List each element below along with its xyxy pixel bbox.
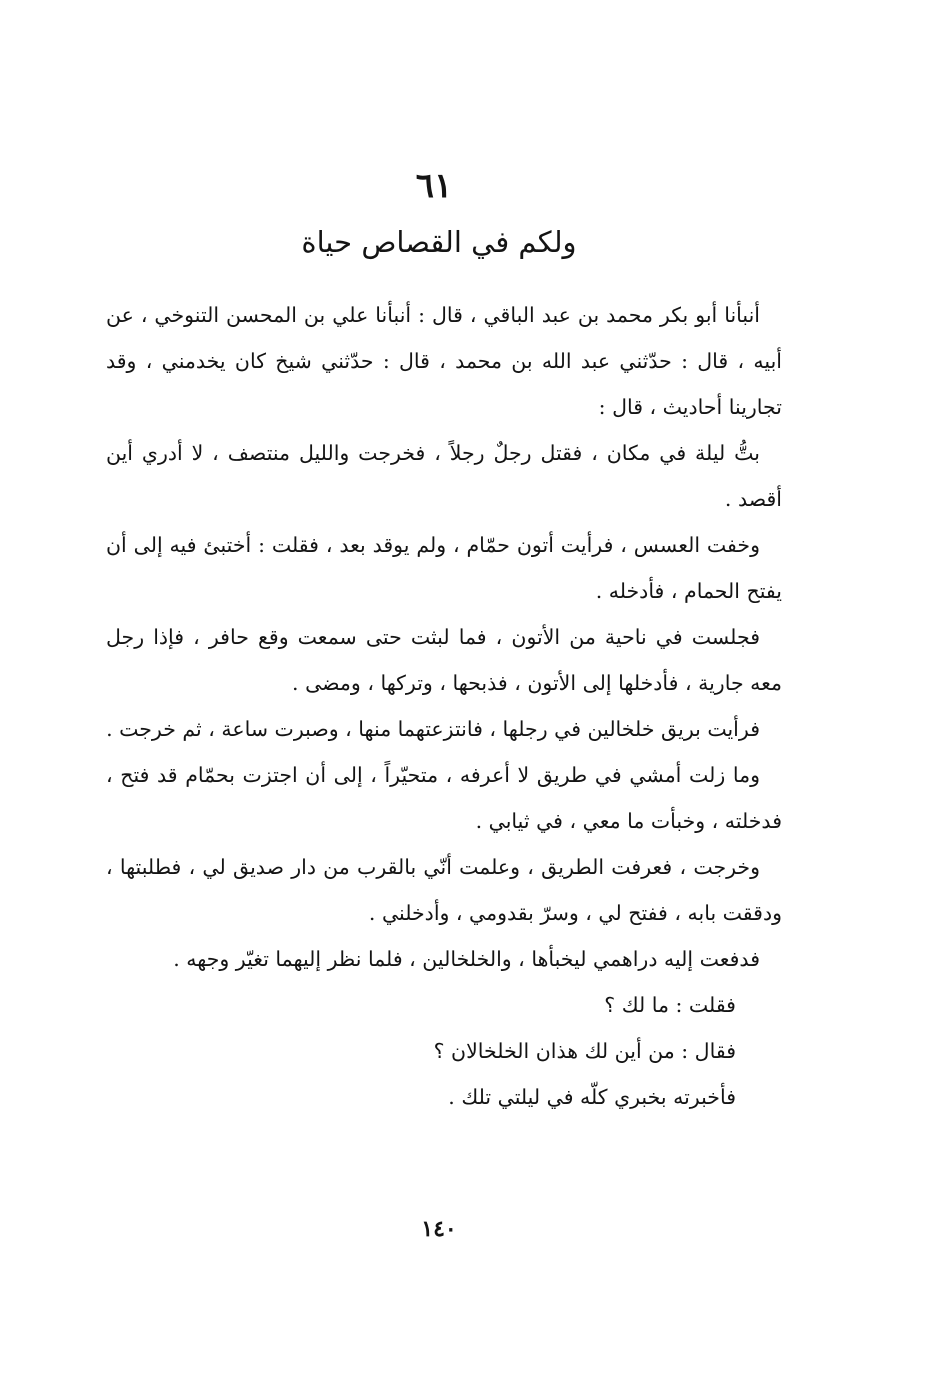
chapter-title: ولكم في القصاص حياة	[301, 225, 577, 259]
dialogue-line: فقلت : ما لك ؟	[604, 993, 736, 1017]
page-number: ١٤٠	[421, 1216, 457, 1242]
paragraph: بتُّ ليلة في مكان ، فقتل رجلٌ رجلاً ، فخرجت والليل منتصف ، لا أدري أين أقصد .	[106, 441, 782, 511]
body-text	[106, 292, 782, 1120]
paragraph: أنبأنا أبو بكر محمد بن عبد الباقي ، قال : أنبأنا علي بن المحسن التنوخي ، عن أبيه ، قال : حدّثني عبد الله بن محمد ، قال : حدّثني شيخ كان يخدمني ، وقد تجارينا أحاديث ، قال :	[106, 303, 782, 419]
paragraph: وخفت العسس ، فرأيت أتون حمّام ، ولم يوقد بعد ، فقلت : أختبئ فيه إلى أن يفتح الحمام ، فأدخله .	[106, 533, 782, 603]
paragraph: فجلست في ناحية من الأتون ، فما لبثت حتى سمعت وقع حافر ، فإذا رجل معه جارية ، فأدخلها إلى الأتون ، فذبحها ، وتركها ، ومضى .	[106, 625, 782, 695]
paragraph: وخرجت ، فعرفت الطريق ، وعلمت أنّي بالقرب من دار صديق لي ، فطلبتها ، ودققت بابه ، ففتح لي ، وسرّ بقدومي ، وأدخلني .	[106, 855, 782, 925]
paragraph: وما زلت أمشي في طريق لا أعرفه ، متحيّراً ، إلى أن اجتزت بحمّام قد فتح ، فدخلته ، وخبأت ما معي ، في ثيابي .	[106, 763, 782, 833]
paragraph: فرأيت بريق خلخالين في رجلها ، فانتزعتهما منها ، وصبرت ساعة ، ثم خرجت .	[106, 717, 760, 741]
chapter-number: ٦١	[415, 166, 453, 206]
paragraph: فدفعت إليه دراهمي ليخبأها ، والخلخالين ، فلما نظر إليهما تغيّر وجهه .	[173, 947, 760, 971]
dialogue-line: فقال : من أين لك هذان الخلخالان ؟	[433, 1039, 736, 1063]
dialogue-line: فأخبرته بخبري كلّه في ليلتي تلك .	[448, 1085, 736, 1109]
